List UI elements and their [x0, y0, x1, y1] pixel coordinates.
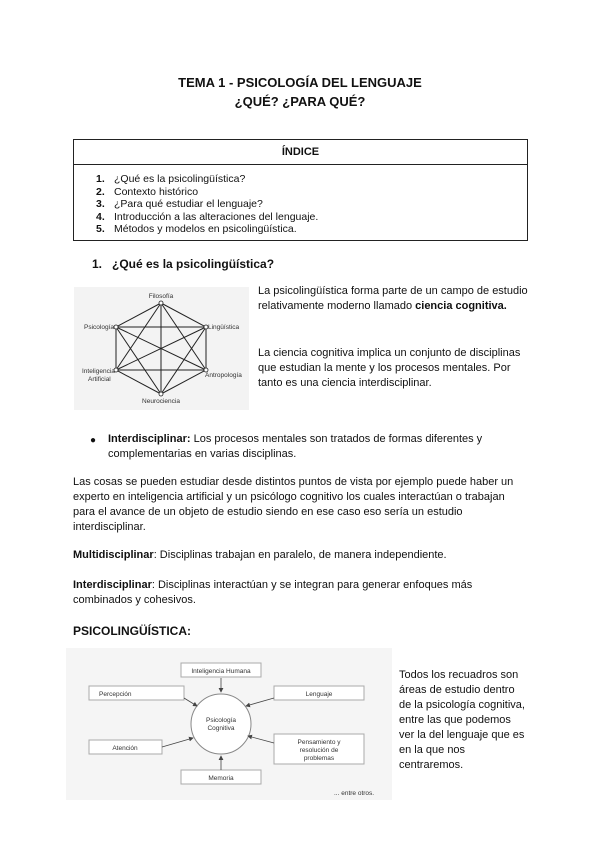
multidisciplinar-definition: Multidisciplinar: Disciplinas trabajan en paralelo, de manera independiente. [73, 549, 447, 561]
psicolinguistica-side-text: Todos los recuadros son áreas de estudio dentro de la psicología cognitiva, entre las que podemos ver la del lenguaje que es en la que nos centraremos. [399, 669, 525, 771]
index-item: 4. Introducción a las alteraciones del lenguaje. [96, 210, 319, 223]
cognitive-science-paragraph: La ciencia cognitiva implica un conjunto de disciplinas que estudian la mente y los procesos mentales. Por tanto es una ciencia interdisciplinar. [258, 347, 521, 389]
box-atencion: Atención [112, 745, 138, 752]
index-list [96, 173, 318, 236]
box-pensamiento-3: problemas [303, 755, 335, 762]
index-item: 3. ¿Para qué estudiar el lenguaje? [96, 198, 263, 211]
box-pensamiento-2: resolución de [299, 747, 339, 754]
interdisciplinar-definition: Interdisciplinar: Disciplinas interactúan y se integran para generar enfoques más combinados y cohesivos. [73, 579, 473, 606]
index-heading: ÍNDICE [74, 140, 527, 165]
example-paragraph: Las cosas se pueden estudiar desde distintos puntos de vista por ejemplo puede haber un experto en inteligencia artificial y un psicólogo cognitivo los cuales interactúan o trabajan para el avance de un objeto de estudio siendo en ese caso eso sería un estudio interdisciplinar. [73, 476, 514, 533]
label-ia-2: Artificial [88, 376, 111, 383]
cognitive-psychology-diagram [66, 648, 392, 800]
box-pensamiento-1: Pensamiento y [297, 739, 341, 746]
box-lenguaje: Lenguaje [305, 691, 333, 698]
interdisciplinar-bullet: Interdisciplinar: Los procesos mentales son tratados de formas diferentes y complementarias en varias disciplinas. [108, 433, 483, 460]
label-linguistica: Lingüística [208, 324, 240, 331]
label-filosofia: Filosofía [148, 293, 174, 300]
box-inteligencia-humana: Inteligencia Humana [191, 668, 251, 675]
center-label-1: Psicología [206, 717, 236, 724]
page-title: TEMA 1 - PSICOLOGÍA DEL LENGUAJE [178, 75, 422, 90]
label-psicologia: Psicología [84, 324, 114, 331]
psicolinguistica-heading: PSICOLINGÜÍSTICA: [73, 624, 192, 638]
section-heading: 1. ¿Qué es la psicolingüística? [92, 257, 275, 271]
page-subtitle: ¿QUÉ? ¿PARA QUÉ? [234, 94, 366, 109]
center-label-2: Cognitiva [207, 725, 235, 732]
diagram-footer: ... entre otros. [334, 790, 375, 797]
index-item: 1. ¿Qué es la psicolingüística? [96, 173, 246, 185]
disciplines-hexagon [74, 287, 249, 410]
intro-paragraph: La psicolingüística forma parte de un campo de estudio relativamente moderno llamado ciencia cognitiva. [258, 285, 528, 312]
disciplines-diagram [74, 287, 249, 410]
index-item: 2. Contexto histórico [96, 185, 199, 198]
box-percepcion: Percepción [99, 691, 132, 698]
label-ia-1: Inteligencia [82, 368, 115, 375]
bullet-icon: ● [90, 435, 97, 446]
label-neurociencia: Neurociencia [142, 398, 180, 405]
label-antropologia: Antropología [205, 372, 242, 379]
box-memoria: Memoria [208, 775, 234, 782]
index-item: 5. Métodos y modelos en psicolingüística. [96, 223, 297, 236]
cognitive-psychology-map [66, 648, 392, 800]
index-box [73, 139, 528, 241]
